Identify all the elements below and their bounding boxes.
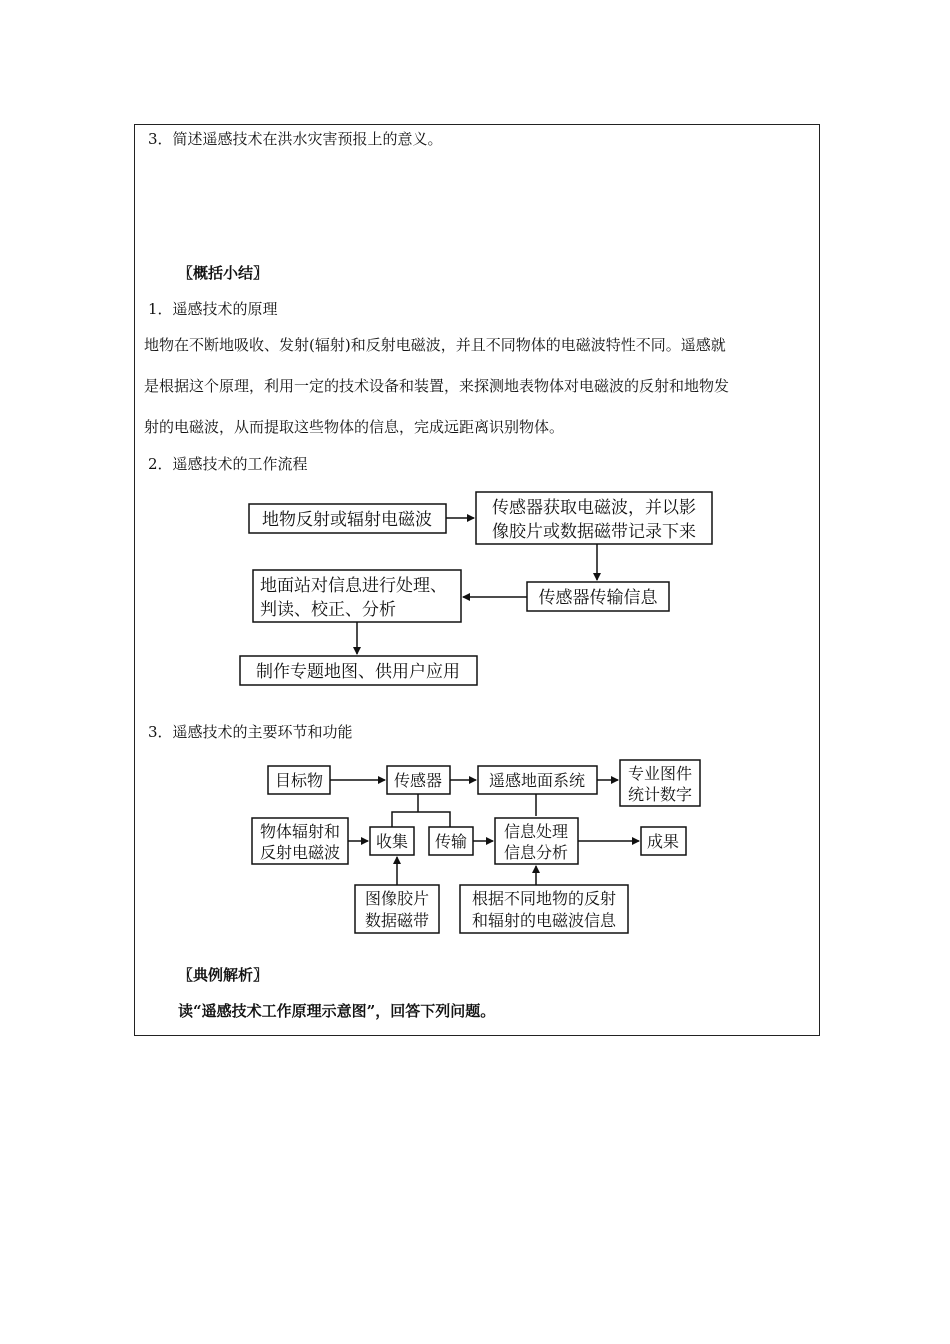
section-2-title: 2．遥感技术的工作流程 [148, 455, 308, 473]
node-target-text: 目标物 [274, 771, 324, 790]
node-basis-text-2: 和辐射的电磁波信息 [471, 911, 617, 930]
node-basis-text-1: 根据不同地物的反射 [471, 889, 617, 908]
node-stats-text-1: 专业图件 [627, 764, 693, 783]
node-film-text-2: 数据磁带 [364, 911, 430, 930]
section-1-title: 1．遥感技术的原理 [148, 300, 278, 318]
example-prompt: 读“遥感技术工作原理示意图”，回答下列问题。 [178, 1002, 496, 1020]
node-process-text-2: 信息分析 [503, 843, 569, 862]
section-1-line-1: 地物在不断地吸收、发射(辐射)和反射电磁波，并且不同物体的电磁波特性不同。遥感就 [144, 336, 726, 354]
flow-text-2b: 像胶片或数据磁带记录下来 [492, 522, 696, 542]
node-transmit-text: 传输 [434, 832, 468, 851]
flow-text-4b: 判读、校正、分析 [260, 600, 396, 620]
node-stats-text-2: 统计数字 [627, 785, 693, 804]
node-result-text: 成果 [646, 832, 680, 851]
summary-heading: 〖概括小结〗 [178, 264, 269, 282]
question-3: 3．简述遥感技术在洪水灾害预报上的意义。 [148, 130, 443, 148]
section-1-line-2: 是根据这个原理，利用一定的技术设备和装置，来探测地表物体对电磁波的反射和地物发 [144, 377, 730, 395]
flow-text-1: 地物反射或辐射电磁波 [262, 510, 432, 530]
section-3-title: 3．遥感技术的主要环节和功能 [148, 723, 353, 741]
node-collect-text: 收集 [375, 832, 409, 851]
node-process-text-1: 信息处理 [503, 822, 569, 841]
node-sensor-text: 传感器 [393, 771, 443, 790]
node-radiation-text-2: 反射电磁波 [259, 843, 341, 862]
flow-text-3: 传感器传输信息 [538, 588, 658, 608]
node-film-text-1: 图像胶片 [364, 889, 430, 908]
node-radiation-text-1: 物体辐射和 [259, 822, 341, 841]
flow-text-5: 制作专题地图、供用户应用 [256, 662, 460, 682]
flow-text-2a: 传感器获取电磁波，并以影 [492, 498, 696, 518]
node-ground-text: 遥感地面系统 [488, 771, 586, 790]
bracket-collect-transmit [392, 812, 450, 827]
flow-text-4a: 地面站对信息进行处理、 [260, 576, 447, 596]
section-1-line-3: 射的电磁波，从而提取这些物体的信息，完成远距离识别物体。 [144, 418, 565, 436]
example-heading: 〖典例解析〗 [178, 966, 269, 984]
